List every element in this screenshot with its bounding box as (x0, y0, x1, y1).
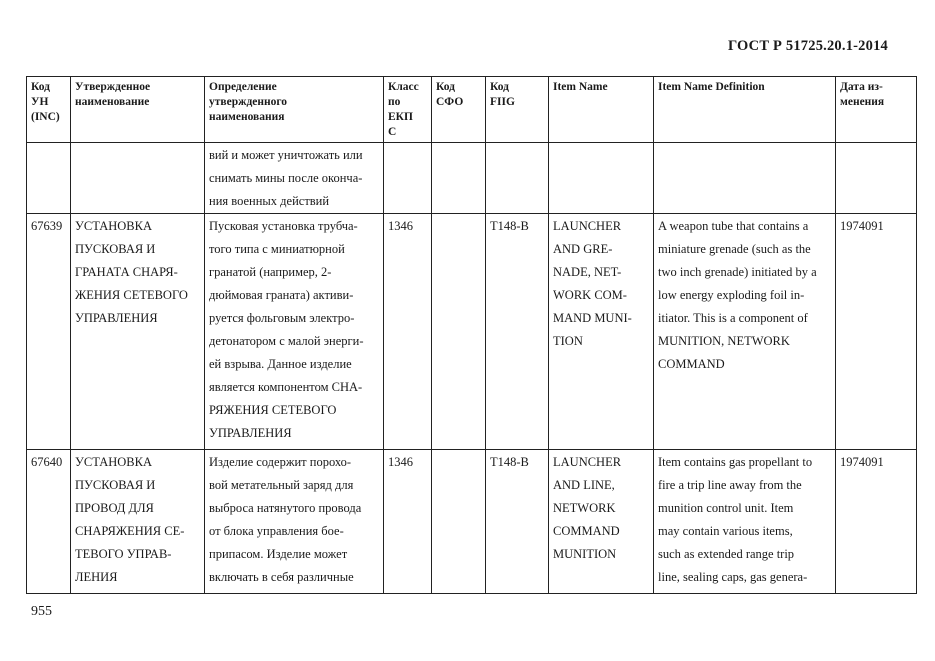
col-header-item-definition: Item Name Definition (654, 77, 836, 143)
table-row (27, 450, 917, 594)
cell-class: 1346 (384, 214, 432, 450)
cell-sfo (432, 214, 486, 450)
cell-definition: Пусковая установка трубча- того типа с миниатюрной гранатой (например, 2- дюймовая граната) активи- руется фольговым электро- детонатором с малой энерги- ей взрыва. Данное изделие является компонентом СНА- РЯЖЕНИЯ СЕТЕВОГО УПРАВЛЕНИЯ (205, 214, 384, 450)
col-header-item-name: Item Name (549, 77, 654, 143)
cell-sfo (432, 450, 486, 594)
page-number: 955 (31, 604, 52, 619)
table-row (27, 214, 917, 450)
cell-item-definition: Item contains gas propellant to fire a trip line away from the munition control unit. Item may contain various items, such as extended range trip line, sealing caps, gas genera- (654, 450, 836, 594)
cell-fiig: T148-B (486, 214, 549, 450)
col-header-change-date: Дата из- менения (836, 77, 917, 143)
cell-change-date (836, 143, 917, 214)
cell-item-definition (654, 143, 836, 214)
cell-class: 1346 (384, 450, 432, 594)
col-header-fiig: Код FIIG (486, 77, 549, 143)
classification-table (26, 76, 917, 594)
cell-item-definition: A weapon tube that contains a miniature grenade (such as the two inch grenade) initiated by a low energy exploding foil in- itiator. This is a component of MUNITION, NETWORK COMMAND (654, 214, 836, 450)
cell-class (384, 143, 432, 214)
cell-inc: 67640 (27, 450, 71, 594)
table-row (27, 143, 917, 214)
cell-inc (27, 143, 71, 214)
cell-sfo (432, 143, 486, 214)
col-header-approved-name: Утвержденное наименование (71, 77, 205, 143)
cell-item-name (549, 143, 654, 214)
cell-approved-name: УСТАНОВКА ПУСКОВАЯ И ГРАНАТА СНАРЯ- ЖЕНИЯ СЕТЕВОГО УПРАВЛЕНИЯ (71, 214, 205, 450)
cell-fiig (486, 143, 549, 214)
cell-inc: 67639 (27, 214, 71, 450)
document-code: ГОСТ Р 51725.20.1-2014 (727, 38, 888, 54)
cell-approved-name: УСТАНОВКА ПУСКОВАЯ И ПРОВОД ДЛЯ СНАРЯЖЕНИЯ СЕ- ТЕВОГО УПРАВ- ЛЕНИЯ (71, 450, 205, 594)
table-header-row (27, 77, 917, 143)
col-header-definition: Определение утвержденного наименования (205, 77, 384, 143)
cell-item-name: LAUNCHER AND GRE- NADE, NET- WORK COM- MAND MUNI- TION (549, 214, 654, 450)
col-header-sfo: Код СФО (432, 77, 486, 143)
cell-definition: вий и может уничтожать или снимать мины после оконча- ния военных действий (205, 143, 384, 214)
cell-definition: Изделие содержит порохо- вой метательный заряд для выброса натянутого провода от блока управления бое- припасом. Изделие может включать в себя различные (205, 450, 384, 594)
cell-fiig: T148-B (486, 450, 549, 594)
col-header-inc: Код УН (INC) (27, 77, 71, 143)
col-header-class: Класс по ЕКП С (384, 77, 432, 143)
cell-change-date: 1974091 (836, 214, 917, 450)
cell-item-name: LAUNCHER AND LINE, NETWORK COMMAND MUNITION (549, 450, 654, 594)
cell-change-date: 1974091 (836, 450, 917, 594)
cell-approved-name (71, 143, 205, 214)
